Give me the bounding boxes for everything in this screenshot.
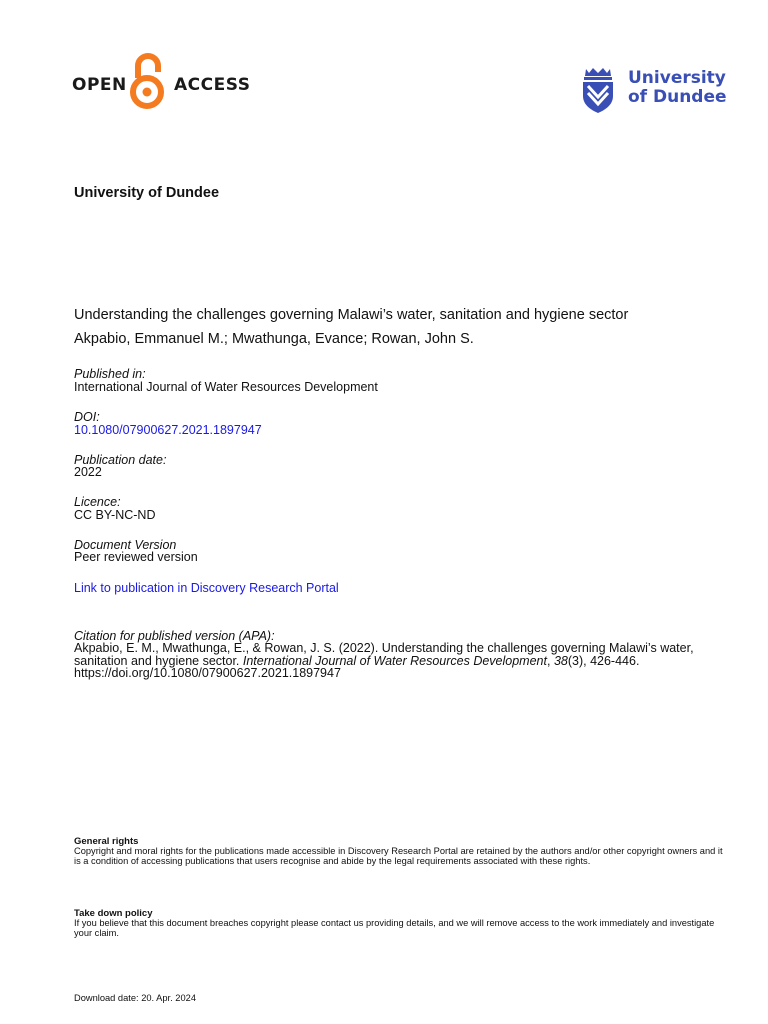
- citation-part1: Akpabio, E. M., Mwathunga, E., & Rowan, J. S. (2022). Understanding the challenges governing Malawi’s water, sanitation and hygiene sector.: [74, 641, 694, 668]
- download-date: Download date: 20. Apr. 2024: [74, 993, 196, 1003]
- publication-authors: Akpabio, Emmanuel M.; Mwathunga, Evance; Rowan, John S.: [74, 331, 474, 347]
- university-shield-icon: [580, 66, 616, 114]
- citation-volume: 38: [553, 653, 568, 668]
- general-rights-body: Copyright and moral rights for the publications made accessible in Discovery Research Portal are retained by the authors and/or other copyright owners and it is a condition of accessing publications that users recognise and abide by the legal requirements associated with these rights.: [74, 846, 723, 866]
- open-lock-icon: [126, 50, 170, 110]
- citation-part2: ,: [546, 653, 554, 668]
- doi-label: DOI:: [74, 410, 100, 424]
- document-version-value: Peer reviewed version: [74, 550, 198, 564]
- take-down-body: If you believe that this document breaches copyright please contact us providing details, and we will remove access to the work immediately and investigate your claim.: [74, 918, 715, 938]
- citation-text: [74, 642, 734, 680]
- published-in-label: Published in:: [74, 367, 146, 381]
- university-logo-line1: University: [628, 68, 726, 88]
- general-rights-heading: General rights: [74, 836, 139, 847]
- published-in-value: International Journal of Water Resources Development: [74, 380, 378, 394]
- open-access-logo: [72, 48, 251, 112]
- discovery-portal-link[interactable]: Link to publication in Discovery Research Portal: [74, 581, 339, 595]
- open-access-word-open: OPEN: [72, 75, 127, 95]
- citation-label: Citation for published version (APA):: [74, 629, 275, 643]
- citation-url: https://doi.org/10.1080/07900627.2021.1897947: [74, 666, 341, 680]
- licence-value: CC BY-NC-ND: [74, 508, 156, 522]
- doi-link[interactable]: 10.1080/07900627.2021.1897947: [74, 423, 262, 437]
- citation-journal: International Journal of Water Resources Development: [242, 653, 547, 668]
- institution-name: University of Dundee: [74, 185, 220, 201]
- licence-label: Licence:: [74, 495, 121, 509]
- university-logo-line2: of Dundee: [628, 87, 727, 107]
- publication-title: Understanding the challenges governing Malawi’s water, sanitation and hygiene sector: [74, 307, 629, 323]
- open-access-word-access: ACCESS: [174, 75, 251, 95]
- take-down-heading: Take down policy: [74, 908, 153, 919]
- document-version-label: Document Version: [74, 538, 177, 552]
- university-of-dundee-logo: [580, 66, 730, 116]
- publication-date-label: Publication date:: [74, 453, 167, 467]
- publication-date-value: 2022: [74, 465, 102, 479]
- citation-part3: (3), 426-446.: [567, 653, 640, 668]
